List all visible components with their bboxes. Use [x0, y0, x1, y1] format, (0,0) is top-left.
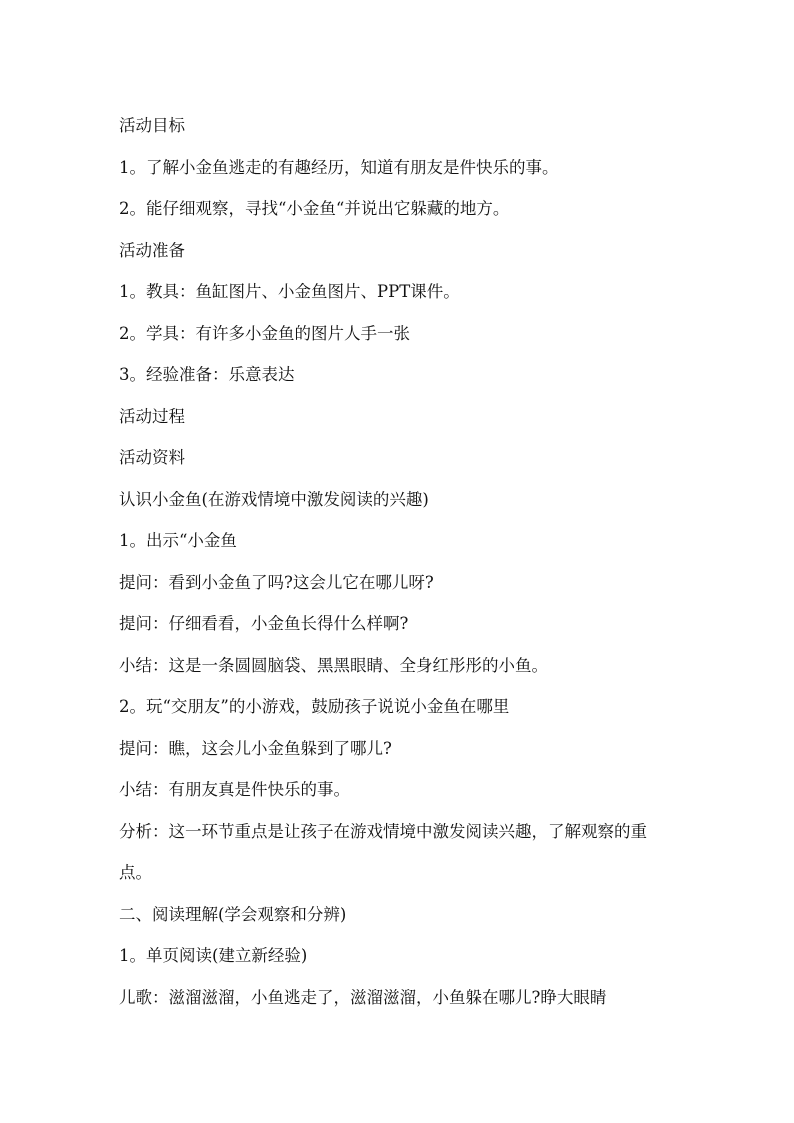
step-heading-recognize: 认识小金鱼(在游戏情境中激发阅读的兴趣) [119, 489, 429, 509]
summary-2: 小结：有朋友真是件快乐的事。 [119, 780, 350, 799]
preparation-item-3: 3。经验准备：乐意表达 [119, 365, 295, 384]
question-2: 提问：仔细看看，小金鱼长得什么样啊? [119, 614, 409, 633]
preparation-item-2: 2。学具：有许多小金鱼的图片人手一张 [119, 323, 410, 343]
preparation-item-1: 1。教具：鱼缸图片、小金鱼图片、PPT课件。 [119, 282, 460, 301]
nursery-rhyme: 儿歌：滋溜滋溜，小鱼逃走了，滋溜滋溜，小鱼躲在哪儿?睁大眼睛 [119, 987, 607, 1007]
step-item-show: 1。出示“小金鱼 [119, 531, 237, 550]
section-heading-process: 活动过程 [119, 406, 185, 426]
step-item-game: 2。玩“交朋友”的小游戏，鼓励孩子说说小金鱼在哪里 [119, 697, 510, 716]
goal-item-2: 2。能仔细观察，寻找“小金鱼“并说出它躲藏的地方。 [119, 199, 510, 218]
question-1: 提问：看到小金鱼了吗?这会儿它在哪儿呀? [119, 572, 434, 592]
reading-item-1: 1。单页阅读(建立新经验) [119, 946, 308, 965]
section-heading-preparation: 活动准备 [119, 240, 185, 260]
goal-item-1: 1。了解小金鱼逃走的有趣经历，知道有朋友是件快乐的事。 [119, 157, 559, 177]
section-heading-materials: 活动资料 [119, 448, 185, 467]
summary-1: 小结：这是一条圆圆脑袋、黑黑眼睛、全身红彤彤的小鱼。 [119, 655, 548, 675]
question-3: 提问：瞧，这会儿小金鱼躲到了哪儿? [119, 738, 392, 758]
document-body [119, 105, 679, 1018]
section-heading-reading: 二、阅读理解(学会观察和分辨) [119, 904, 347, 924]
analysis-paragraph: 分析：这一环节重点是让孩子在游戏情境中激发阅读兴趣，了解观察的重点。 [119, 821, 647, 882]
section-heading-goals: 活动目标 [119, 116, 185, 135]
